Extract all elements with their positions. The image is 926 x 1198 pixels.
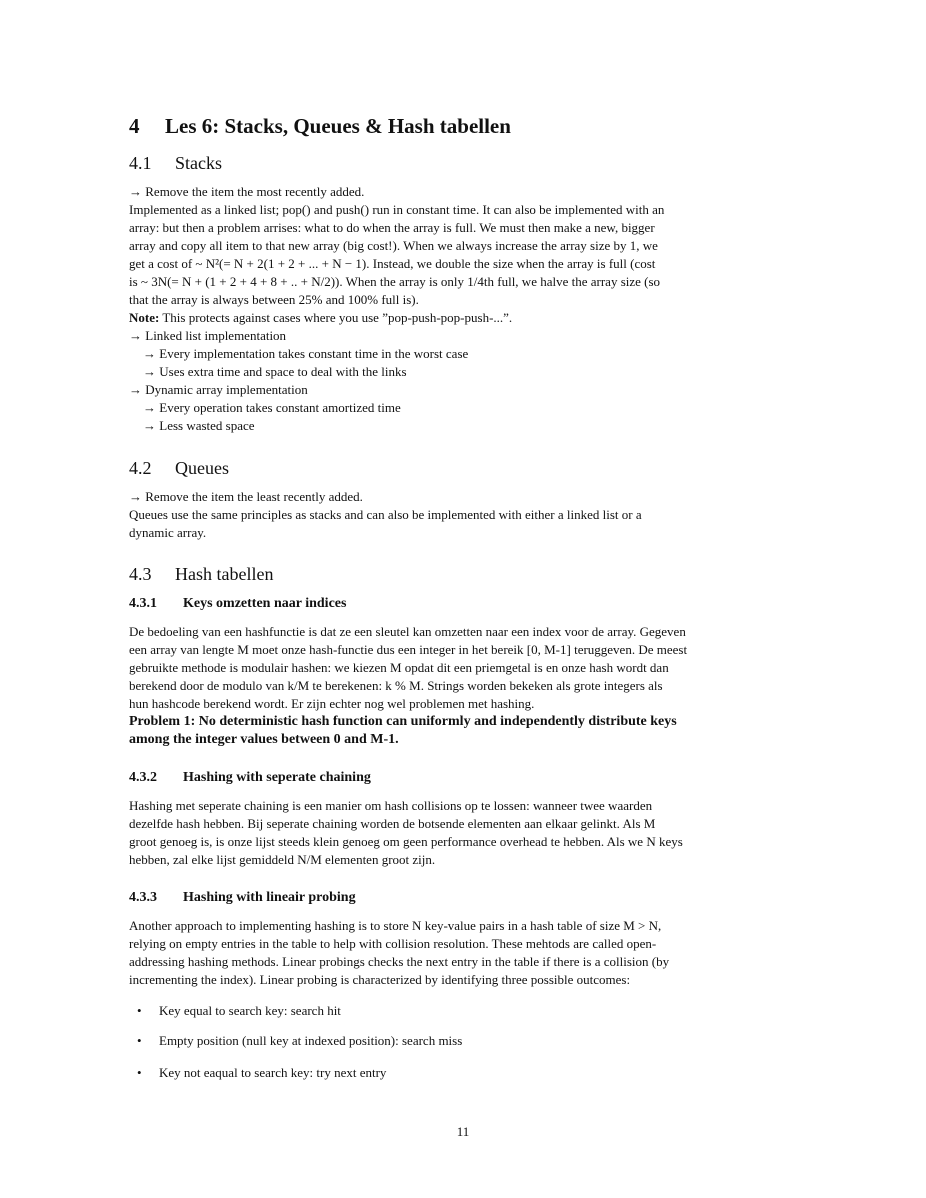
subsection-number: 4.3.2 (129, 770, 157, 785)
note-text: This protects against cases where you use ”pop-push-pop-push-...”. (159, 310, 513, 325)
section-title: Stacks (175, 153, 222, 173)
bullet-text: Empty position (null key at indexed position): search miss (159, 1033, 463, 1048)
list-item: → Every operation takes constant amortized time (143, 400, 401, 415)
subsection-heading-keys (129, 596, 819, 612)
paragraph-line: is ~ 3N(= N + (1 + 2 + 4 + 8 + .. + N/2)). When the array is only 1/4th full, we halve the array size (so (129, 274, 661, 289)
section-heading-queues (129, 458, 819, 479)
bullet-icon: • (137, 1065, 142, 1080)
section-heading-stacks (129, 153, 819, 174)
paragraph-line: hun hashcode berekend wordt. Er zijn echter nog wel problemen met hashing. (129, 696, 535, 711)
chapter-heading (129, 114, 819, 139)
list-item: → Uses extra time and space to deal with the links (143, 364, 407, 379)
problem-statement: among the integer values between 0 and M-1. (129, 732, 399, 747)
list-item: → Linked list implementation (129, 328, 287, 343)
note-label: Note: (129, 310, 160, 325)
paragraph-line: array: but then a problem arrises: what to do when the array is full. We must then make a new, bigger (129, 220, 655, 235)
page-number: 11 (456, 1124, 470, 1139)
paragraph-line: gebruikte methode is modulair hashen: we kiezen M opdat dit een priemgetal is en onze hash wordt dan (129, 660, 669, 675)
queues-intro-line: → Remove the item the least recently added. (129, 489, 363, 504)
paragraph-line: relying on empty entries in the table to help with collision resolution. These mehtods are called open- (129, 936, 657, 951)
stacks-intro-line: → Remove the item the most recently added. (129, 184, 365, 199)
subsection-number: 4.3.3 (129, 890, 157, 905)
paragraph-line: Implemented as a linked list; pop() and push() run in constant time. It can also be implemented with an (129, 202, 665, 217)
paragraph-line: that the array is always between 25% and 100% full is). (129, 292, 419, 307)
paragraph-line: een array van lengte M moet onze hash-functie dus een integer in het bereik [0, M-1] teruggeven. De meest (129, 642, 688, 657)
list-item: → Every implementation takes constant time in the worst case (143, 346, 469, 361)
paragraph-line: get a cost of ~ N²(= N + 2(1 + 2 + ... + N − 1). Instead, we double the size when the array is full (cost (129, 256, 656, 271)
chapter-number: 4 (129, 114, 140, 138)
subsection-title: Hashing with seperate chaining (183, 770, 371, 785)
bullet-icon: • (137, 1033, 142, 1048)
chapter-title: Les 6: Stacks, Queues & Hash tabellen (165, 114, 511, 138)
section-number: 4.2 (129, 458, 152, 478)
bullet-item (137, 1033, 462, 1049)
subsection-number: 4.3.1 (129, 596, 157, 611)
section-number: 4.1 (129, 153, 152, 173)
section-heading-hash (129, 564, 819, 585)
subsection-heading-probing (129, 890, 819, 906)
note-line (129, 309, 819, 327)
section-number: 4.3 (129, 564, 152, 584)
paragraph-line: dynamic array. (129, 525, 207, 540)
section-title: Queues (175, 458, 229, 478)
paragraph-line: Hashing met seperate chaining is een manier om hash collisions op te lossen: wanneer twee waarden (129, 798, 653, 813)
paragraph-line: groot genoeg is, is onze lijst steeds klein genoeg om geen performance overhead te hebben. Als we N keys (129, 834, 683, 849)
subsection-title: Hashing with lineair probing (183, 890, 356, 905)
paragraph-line: Another approach to implementing hashing is to store N key-value pairs in a hash table of size M > N, (129, 918, 662, 933)
stacks-body (129, 183, 819, 435)
paragraph-line: De bedoeling van een hashfunctie is dat ze een sleutel kan omzetten naar een index voor de array. Gegeven (129, 624, 686, 639)
bullet-icon: • (137, 1003, 142, 1018)
list-item: → Less wasted space (143, 418, 255, 433)
bullet-item (137, 1065, 386, 1081)
paragraph-line: berekend door de modulo van k/M te berekenen: k % M. Strings worden bekeken als grote integers als (129, 678, 663, 693)
problem-statement: Problem 1: No deterministic hash function can uniformly and independently distribute keys (129, 714, 677, 729)
bullet-item (137, 1003, 341, 1019)
bullet-text: Key equal to search key: search hit (159, 1003, 341, 1018)
bullet-text: Key not eaqual to search key: try next entry (159, 1065, 387, 1080)
paragraph-line: incrementing the index). Linear probing is characterized by identifying three possible outcomes: (129, 972, 631, 987)
keys-body (129, 623, 819, 749)
subsection-heading-chaining (129, 770, 819, 786)
paragraph-line: dezelfde hash hebben. Bij seperate chaining worden de botsende elementen aan elkaar gelinkt. Als M (129, 816, 656, 831)
chaining-body (129, 797, 819, 869)
subsection-title: Keys omzetten naar indices (183, 596, 347, 611)
list-item: → Dynamic array implementation (129, 382, 308, 397)
paragraph-line: Queues use the same principles as stacks and can also be implemented with either a linked list or a (129, 507, 642, 522)
paragraph-line: array and copy all item to that new array (big cost!). When we always increase the array size by 1, we (129, 238, 658, 253)
paragraph-line: addressing hashing methods. Linear probings checks the next entry in the table if there is a collision (by (129, 954, 670, 969)
paragraph-line: hebben, zal elke lijst gemiddeld N/M elementen groot zijn. (129, 852, 436, 867)
section-title: Hash tabellen (175, 564, 274, 584)
queues-body (129, 488, 819, 542)
probing-body (129, 917, 819, 989)
